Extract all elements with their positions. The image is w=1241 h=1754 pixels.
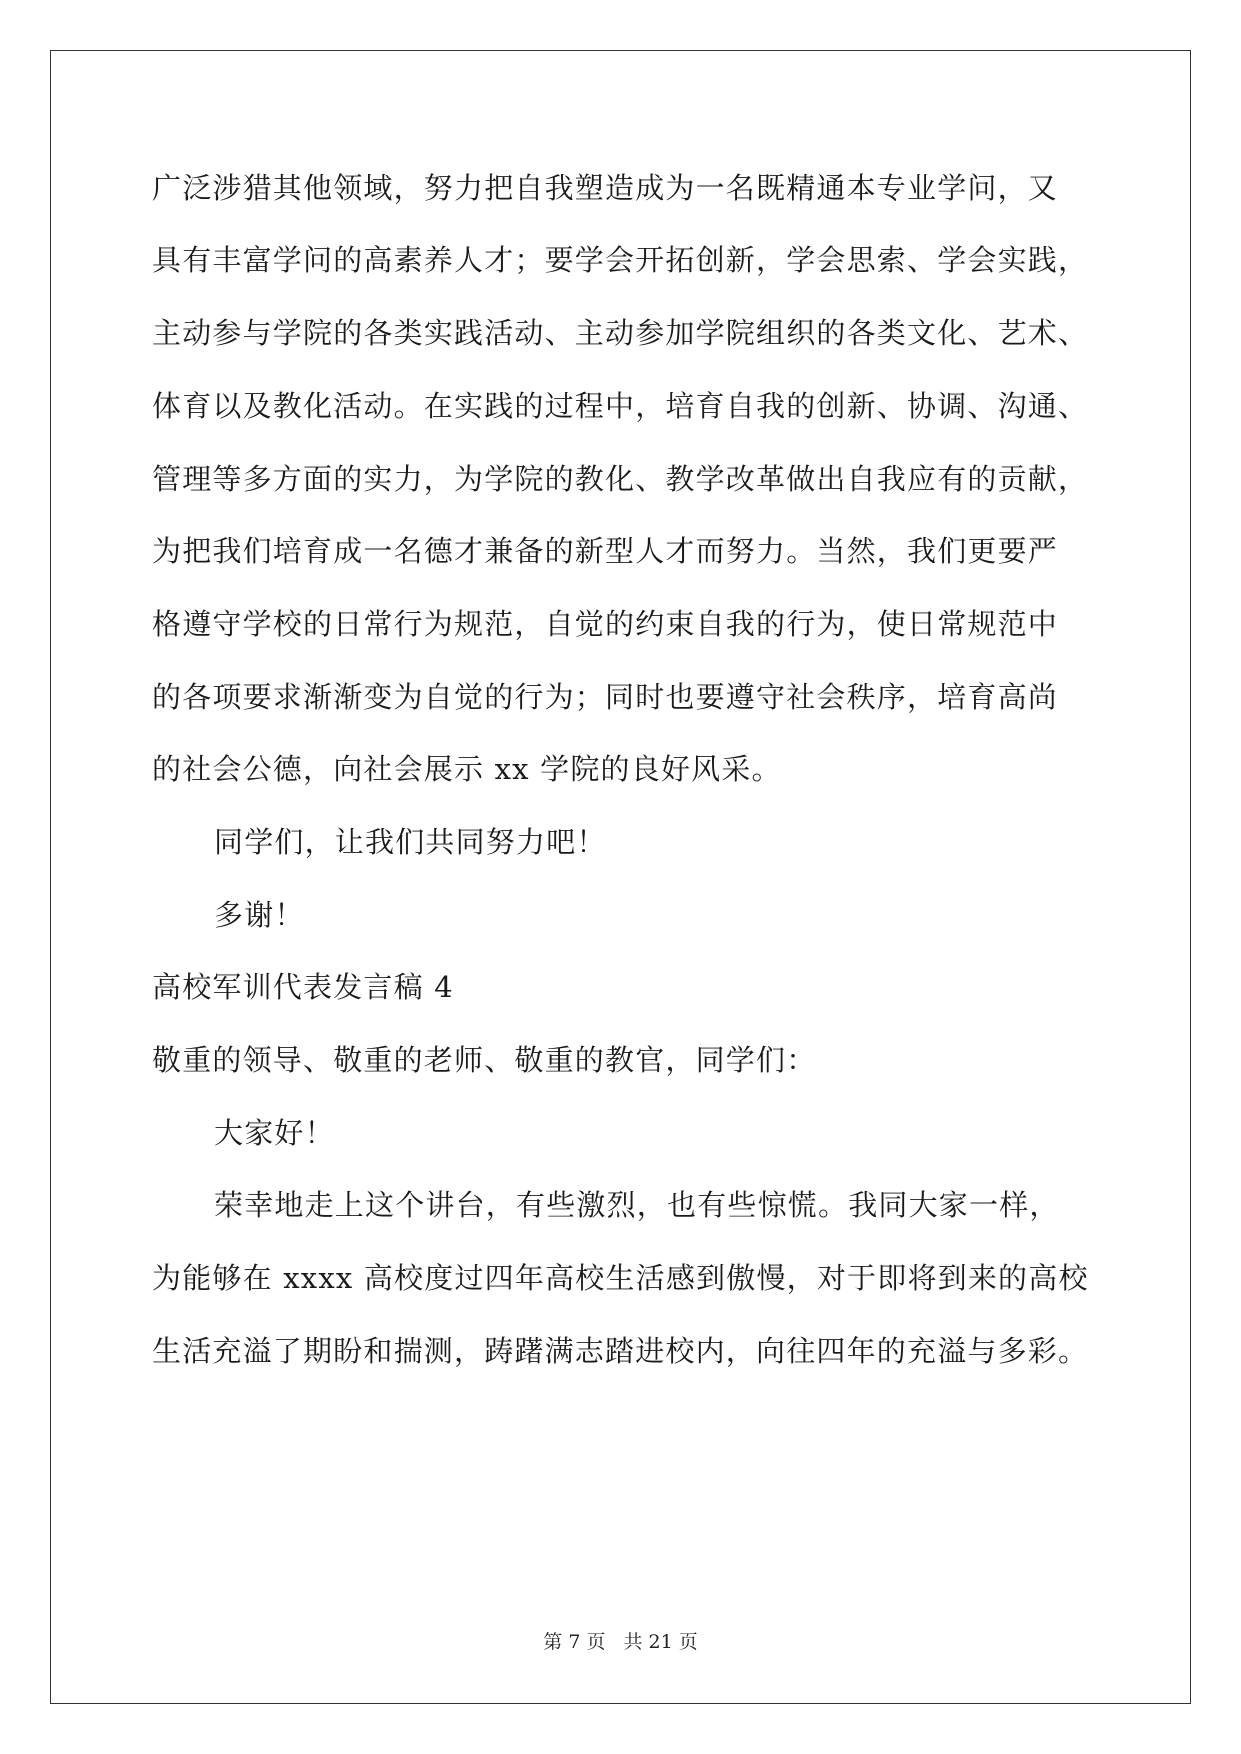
paragraph-line: 的社会公德，向社会展示 xx 学院的良好风采。 [152, 752, 782, 786]
paragraph-line: 的各项要求渐渐变为自觉的行为；同时也要遵守社会秩序，培育高尚 [152, 680, 1059, 714]
paragraph-line: 多谢！ [214, 898, 305, 932]
paragraph-line: 广泛涉猎其他领域，努力把自我塑造成为一名既精通本专业学问，又 [152, 171, 1059, 205]
paragraph-line: 体育以及教化活动。在实践的过程中，培育自我的创新、协调、沟通、 [152, 389, 1089, 423]
page-border [50, 50, 1191, 1704]
paragraph-line: 具有丰富学问的高素养人才；要学会开拓创新，学会思索、学会实践， [152, 243, 1089, 277]
section-heading: 高校军训代表发言稿 4 [152, 970, 454, 1004]
paragraph-line: 格遵守学校的日常行为规范，自觉的约束自我的行为，使日常规范中 [152, 607, 1059, 641]
paragraph-line: 管理等多方面的实力，为学院的教化、教学改革做出自我应有的贡献， [152, 462, 1089, 496]
paragraph-line: 为能够在 xxxx 高校度过四年高校生活感到傲慢，对于即将到来的高校 [152, 1261, 1089, 1295]
paragraph-line: 为把我们培育成一名德才兼备的新型人才而努力。当然，我们更要严 [152, 534, 1059, 568]
page-footer [0, 1630, 1241, 1654]
greeting: 大家好！ [214, 1116, 335, 1150]
page-number: 第 7 页 [543, 1631, 606, 1653]
salutation: 敬重的领导、敬重的老师、敬重的教官，同学们： [152, 1043, 817, 1077]
paragraph-line: 同学们，让我们共同努力吧！ [214, 825, 607, 859]
paragraph-line: 荣幸地走上这个讲台，有些激烈，也有些惊慌。我同大家一样， [214, 1188, 1060, 1222]
page-total: 共 21 页 [623, 1631, 698, 1653]
paragraph-line: 主动参与学院的各类实践活动、主动参加学院组织的各类文化、艺术、 [152, 316, 1089, 350]
paragraph-line: 生活充溢了期盼和揣测，踌躇满志踏进校内，向往四年的充溢与多彩。 [152, 1334, 1089, 1368]
